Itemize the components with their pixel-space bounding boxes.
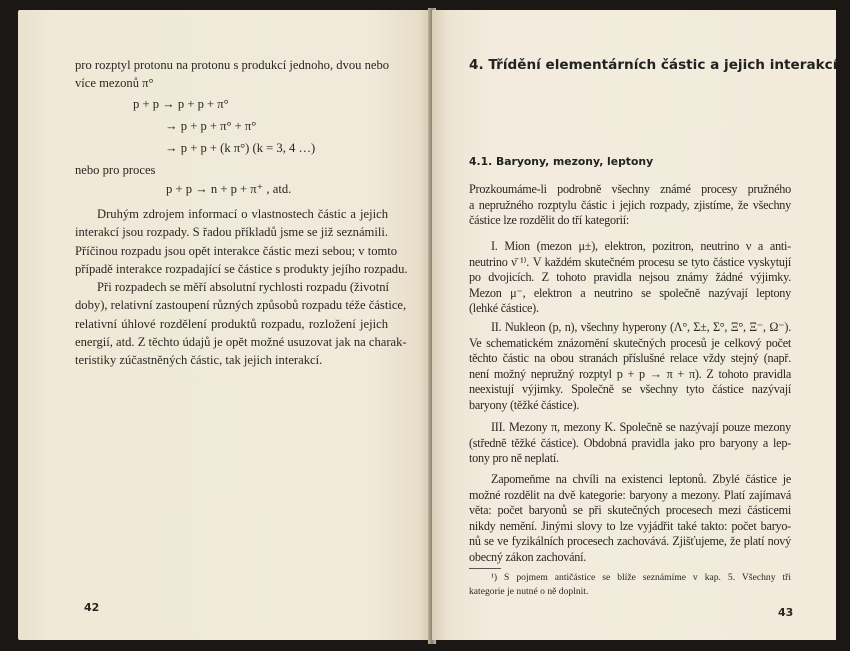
text-line: a nepružného rozptylu částic i jejich rozpady, zjistíme, že všechny — [469, 197, 791, 212]
text-line: nikdy nemění. Jinými slovy to lze vyjádřit také takto: počet baryo- — [469, 518, 791, 533]
intro-text — [75, 56, 388, 93]
text-line: není možný nepružný rozptyl p + p → π + π). Z tohoto pravidla — [469, 366, 791, 381]
text-line: teristiky zúčastněných částic, tak jejich interakcí. — [75, 353, 323, 368]
text-line: II. Nukleon (p, n), všechny hyperony (Λ°, Σ±, Σ°, Ξ°, Ξ⁻, Ω⁻). — [491, 320, 791, 334]
text-line: Mezon μ⁻, elektron a neutrino se společně nazývají leptony — [469, 285, 791, 300]
equation: → p + p + (k π°) (k = 3, 4 …) — [165, 141, 316, 155]
text-line: neutrino ν̄ ¹⁾. V každém skutečném procesu se tyto částice vyskytují — [469, 254, 791, 269]
equation: → p + p + π° + π° — [165, 119, 257, 133]
text-line: Ve schematickém znázornění skutečných procesů je celkový počet — [469, 335, 791, 350]
text-line: věta: počet baryonů se při skutečných procesech mezi částicemi — [469, 503, 791, 517]
category-1 — [469, 239, 791, 317]
left-page — [18, 10, 432, 640]
footnote-rule — [469, 568, 501, 569]
text-line: částice lze rozdělit do tří kategorií: — [469, 213, 630, 227]
category-3 — [469, 420, 791, 467]
text-line: baryony (těžké částice). — [469, 397, 580, 412]
chapter-title: 4. Třídění elementárních částic a jejich interakcí — [469, 57, 838, 73]
text-line: (lehké částice). — [469, 301, 539, 315]
paragraph — [469, 472, 791, 565]
text-line: Při rozpadech se měří absolutní rychlosti rozpadu (životní — [97, 280, 390, 295]
section-title: 4.1. Baryony, mezony, leptony — [469, 155, 654, 168]
text-line: obecný zákon zachování. — [469, 549, 587, 564]
text-line: Druhým zdrojem informací o vlastnostech částic a jejich — [97, 207, 388, 221]
equation: p + p → n + p + π⁺ , atd. — [166, 182, 292, 196]
text-line: doby), relativní zastoupení různých způsobů rozpadu téže částice, — [75, 298, 407, 313]
text-line: interakcí jsou rozpady. S řadou příkladů jsme se již seznámili. — [75, 225, 388, 240]
process-label: nebo pro proces — [75, 163, 156, 177]
text-line: nů se ve fyzikálních procesech zachovává. Zjišťujeme, že platí nový — [469, 534, 791, 548]
text-line: relativní úhlové rozdělení produktů rozpadu, rozložení jejich — [75, 316, 388, 331]
text-line: I. Mion (mezon μ±), elektron, pozitron, neutrino ν a anti- — [491, 239, 791, 253]
text-line: více mezonů π° — [75, 76, 154, 91]
text-line: možné rozdělit na dvě kategorie: baryony a mezony. Platí zajímavá — [469, 487, 791, 502]
text-line: případě interakce rozpadající se částice s produkty jejího rozpadu. — [75, 261, 408, 276]
text-line: těchto částic na obou stranách příslušné relace vždy stejný (např. — [469, 351, 791, 365]
footnote — [469, 571, 791, 599]
page-number: 42 — [84, 601, 100, 614]
text-line: po dvojicích. Z tohoto pravidla nejsou známy žádné výjimky. — [469, 270, 791, 284]
category-2 — [469, 320, 791, 413]
text-line: energií, atd. Z těchto údajů je opět možné usuzovat jak na charak- — [75, 335, 407, 350]
equation: p + p → p + p + π° — [133, 97, 229, 111]
text-line: pro rozptyl protonu na protonu s produkcí jednoho, dvou nebo — [75, 58, 390, 72]
right-page — [432, 10, 836, 640]
page-number: 43 — [778, 606, 794, 619]
text-line: ¹) S pojmem antičástice se blíže seznámíme v kap. 5. Všechny tři — [491, 572, 791, 583]
text-line: tony pro ně neplatí. — [469, 451, 559, 465]
text-line: Prozkoumáme-li podrobně všechny známé procesy pružného — [469, 182, 791, 196]
text-line: Zapomeňme na chvíli na existenci leptonů. Zbylé částice je — [491, 472, 791, 486]
text-line: Příčinou rozpadu jsou opět interakce částic mezi sebou; v tomto — [75, 243, 398, 258]
text-line: (středně těžké částice). Obdobná pravidla jako pro baryony a lep- — [469, 435, 791, 450]
paragraph — [75, 205, 408, 370]
text-line: neexistují výjimky. Společně se všechny tyto částice nazývají — [469, 382, 791, 396]
intro-paragraph — [469, 182, 791, 229]
text-line: III. Mezony π, mezony K. Společně se nazývají pouze mezony — [491, 420, 791, 434]
text-line: kategorie je nutné o ně doplnit. — [469, 586, 589, 597]
